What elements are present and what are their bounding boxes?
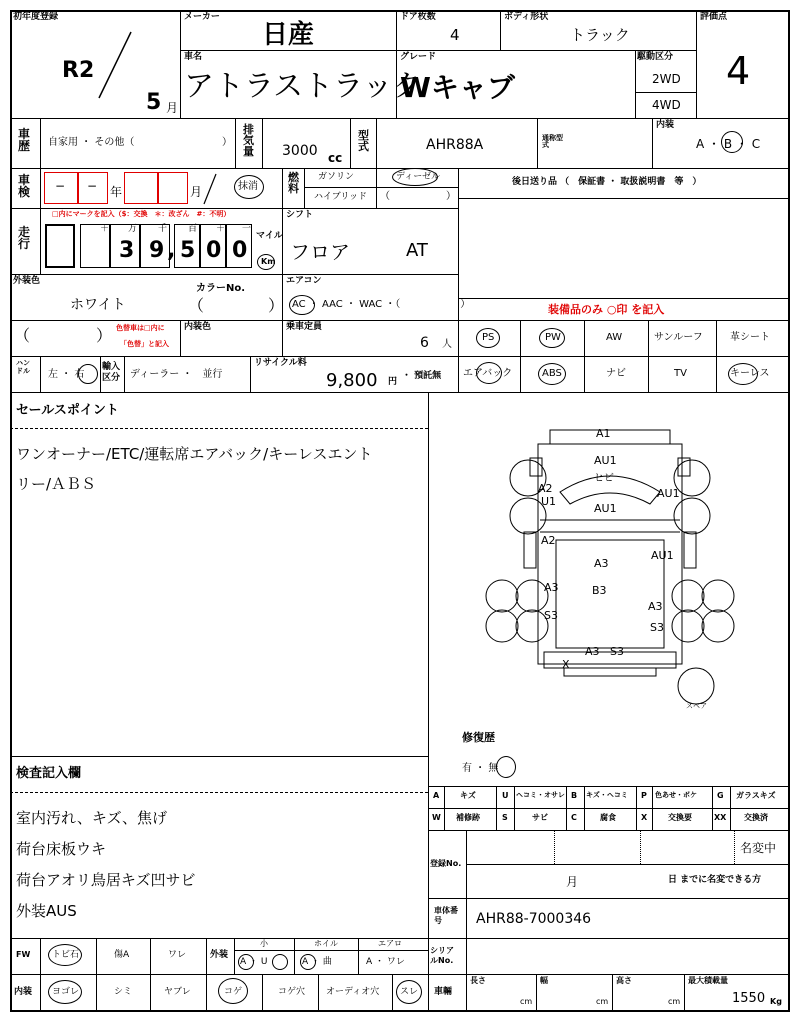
era-year: R2 — [62, 58, 95, 83]
odometer-lead-box — [45, 224, 75, 268]
chassis-label: 車体番号 — [434, 906, 458, 925]
dmg-a3-c: A3 — [648, 600, 663, 613]
equip-aw: AW — [606, 332, 623, 343]
shift-label: シフト — [286, 210, 314, 220]
insp-month-box — [124, 172, 158, 204]
body-label: ボディ形状 — [504, 12, 549, 22]
equip-keyless: キーレス — [730, 368, 770, 379]
int-item-2: シミ — [114, 987, 133, 997]
check-line-4: 外装AUS — [16, 902, 77, 920]
month-unit: 月 — [166, 101, 179, 115]
length-label: 長さ — [470, 976, 486, 985]
legend-b-desc: キズ・ヘコミ — [586, 791, 628, 799]
car-name-label: 車名 — [184, 52, 203, 62]
ac-label: エアコン — [286, 276, 322, 286]
month-value: 5 — [146, 90, 162, 115]
sales-line-2: リー/ＡＢＳ — [16, 475, 97, 493]
width-label: 幅 — [540, 976, 548, 985]
doors: 4 — [450, 26, 460, 44]
recycle-unit: 円 — [388, 377, 398, 387]
dmg-a2-u1: A2 — [538, 482, 553, 495]
tobiishi-circle — [48, 944, 82, 966]
name-change: 名変中 — [740, 841, 777, 855]
paint-note-2: 「色替」と記入 — [120, 340, 169, 348]
dmg-au1-d: AU1 — [651, 549, 674, 562]
shift: フロア — [290, 240, 350, 264]
recycle: 9,800 — [326, 370, 378, 391]
check-title: 検査記入欄 — [16, 766, 82, 781]
length-cm: cm — [520, 997, 533, 1006]
equip-sunroof: サンルーフ — [654, 332, 703, 343]
interior-label: 内装 — [656, 120, 675, 130]
displacement-label: 排気量 — [243, 123, 254, 158]
odo-9: 9 — [149, 238, 165, 263]
unit-mark-hyaku: 百 — [188, 224, 198, 234]
serial-label: シリアルNo. — [430, 946, 454, 965]
inspection-label: 車検 — [18, 173, 31, 199]
int-item-3: ヤブレ — [164, 987, 191, 997]
unit-mark-sen: 千 — [158, 224, 168, 234]
handle-label: ハンドル — [16, 359, 30, 375]
dims-label: 車輛 — [434, 987, 453, 997]
aero-vals: A ・ ワレ — [366, 957, 405, 967]
odo-3: 3 — [119, 238, 135, 263]
max-load-kg: Kg — [770, 997, 782, 1006]
dmg-s3-b: S3 — [650, 621, 664, 634]
int-color-label: 内装色 — [184, 322, 212, 332]
odo-0b: 0 — [232, 238, 248, 263]
car-name: アトラストラック — [184, 69, 423, 104]
import-label: 輸入区分 — [102, 362, 121, 383]
equip-header: 装備品のみ ○印 を記入 — [548, 303, 665, 316]
height-label: 高さ — [616, 976, 632, 985]
spare-label: スペア — [686, 702, 707, 710]
doors-label: ドア枚数 — [400, 12, 436, 22]
common-model-label: 通称型式 — [542, 134, 563, 149]
yogore-circle — [48, 980, 82, 1004]
fw-item-2: 傷A — [114, 950, 130, 960]
legend-w-desc: 補修跡 — [456, 813, 480, 822]
fuel-paren-close: ） — [446, 191, 456, 202]
int-item-6: オーディオ穴 — [326, 987, 380, 997]
equip-pw: PW — [545, 332, 561, 343]
displacement: 3000 — [282, 143, 318, 159]
legend-c: C — [571, 813, 577, 822]
dmg-b3: B3 — [592, 584, 607, 597]
int-item-4: コゲ — [224, 987, 243, 997]
legend-c-desc: 腐食 — [600, 813, 616, 822]
diesel-circle — [392, 168, 441, 186]
keyless-circle — [728, 363, 758, 385]
repair-label: 修復歴 — [462, 731, 495, 744]
color-no-paren: （ ） — [188, 296, 285, 315]
insp-month-unit: 月 — [190, 185, 203, 199]
slash-mark — [95, 30, 135, 100]
odo-0a: 0 — [206, 238, 222, 263]
equip-ps: PS — [482, 332, 495, 343]
body: トラック — [570, 26, 630, 44]
legend-b: B — [571, 791, 578, 800]
dmg-au1-a: AU1 — [594, 454, 617, 467]
dmg-a2: A2 — [541, 534, 556, 547]
paint-paren-open: （ — [14, 326, 31, 345]
handle-value: 左 ・ 右 — [48, 369, 85, 380]
docs-text: 後日送り品 （ 保証書 ・ 取扱説明書 等 ） — [512, 177, 702, 187]
legend-u: U — [502, 791, 509, 800]
ext-color: ホワイト — [70, 297, 126, 313]
legend-p: P — [641, 791, 647, 800]
transmission: AT — [406, 240, 428, 261]
capacity: 6 — [420, 335, 429, 351]
equip-airbag: エアバック — [463, 368, 513, 379]
dmg-a3-d: A3 — [585, 645, 600, 658]
fw-item-1: トビ石 — [52, 950, 80, 960]
dmg-s3-a: S3 — [544, 609, 558, 622]
fuel-paren: （ — [380, 191, 390, 202]
interior-grades: A ・ B ・ C — [696, 137, 761, 151]
small-vals: A ・ U — [240, 957, 268, 967]
dmg-u1: U1 — [541, 495, 557, 508]
int-item-1: ヨゴレ — [52, 987, 80, 997]
expired-circle — [234, 175, 264, 199]
int-label: 内装 — [14, 987, 33, 997]
int-item-5: コゲ穴 — [278, 987, 306, 997]
max-load-label: 最大積載量 — [688, 976, 728, 985]
drive-2wd: 2WD — [652, 72, 681, 86]
paint-note: 色替車は□内に — [116, 324, 165, 332]
equip-abs: ABS — [542, 368, 562, 379]
sure-circle — [396, 980, 422, 1004]
legend-g: G — [717, 791, 724, 800]
grade: Wキャブ — [400, 71, 515, 104]
odo-5: 5 — [180, 238, 196, 263]
check-line-1: 室内汚れ、キズ、焦げ — [16, 809, 168, 827]
insp-expired: 抹消 — [238, 181, 258, 192]
recycle-deposit: ・ 預託無 — [402, 371, 442, 381]
import-value: ディーラー ・ 並行 — [130, 369, 223, 380]
width-cm: cm — [596, 997, 609, 1006]
dmg-hibi: ヒビ — [594, 473, 614, 484]
score-label: 評価点 — [700, 12, 728, 22]
legend-u-desc: ヘコミ・オサレ — [516, 791, 565, 799]
history: 自家用 ・ その他（ — [48, 137, 135, 148]
dmg-au1-b: AU1 — [657, 487, 680, 500]
equip-leather: 革シート — [730, 332, 770, 343]
pw-circle — [539, 328, 565, 348]
legend-g-desc: ガラスキズ — [736, 791, 776, 800]
first-reg-label: 初年度登録 — [13, 12, 59, 22]
capacity-label: 乗車定員 — [286, 322, 323, 332]
capacity-unit: 人 — [442, 339, 452, 350]
sales-title: セールスポイント — [16, 403, 119, 418]
reg-day-text: 日 までに名変できる方 — [668, 875, 762, 885]
legend-a: A — [433, 791, 440, 800]
score: 4 — [726, 49, 751, 93]
maker-label: メーカー — [184, 12, 220, 22]
insp-year-unit: 年 — [110, 185, 123, 199]
int-item-7: スレ — [400, 987, 419, 997]
chassis: AHR88-7000346 — [476, 911, 592, 927]
equip-tv: TV — [674, 368, 687, 379]
dmg-x: X — [562, 658, 570, 671]
mile-label: マイル — [256, 231, 283, 241]
legend-x: X — [641, 813, 648, 822]
fuel-hybrid: ハイブリッド — [314, 192, 368, 202]
airbag-circle — [476, 362, 502, 384]
dmg-au1-c: AU1 — [594, 502, 617, 515]
legend-x-desc: 交換要 — [668, 813, 692, 822]
aero-label: エアロ — [378, 939, 402, 948]
ps-circle — [476, 328, 500, 348]
small-label: 小 — [260, 939, 268, 948]
unit-mark-juu: ＋ — [216, 224, 226, 234]
ac-circle — [289, 295, 315, 315]
dmg-a3-b: A3 — [544, 581, 559, 594]
dmg-a1: A1 — [596, 427, 611, 440]
km-label: Km — [261, 257, 276, 266]
mileage-label: 走行 — [18, 225, 31, 251]
max-load: 1550 — [732, 991, 766, 1006]
check-line-2: 荷台床板ウキ — [16, 840, 107, 858]
paint-paren-close: ） — [96, 326, 113, 345]
repair-value: 有 ・ 無 — [462, 763, 499, 774]
grade-label: グレード — [400, 52, 437, 62]
insp-month-box-2 — [158, 172, 188, 204]
legend-xx: XX — [714, 813, 727, 822]
history-label: 車歴 — [18, 127, 31, 153]
fw-item-3: ワレ — [168, 950, 187, 960]
legend-xx-desc: 交換済 — [744, 813, 768, 822]
reg-month: 月 — [566, 875, 579, 889]
unit-mark-man: 万 — [128, 224, 138, 234]
mileage-note: □内にマークを記入（$：交換 ＊：改ざん #：不明） — [52, 210, 231, 218]
check-line-3: 荷台アオリ鳥居キズ凹サビ — [16, 871, 196, 889]
legend-s: S — [502, 813, 508, 822]
sales-line-1: ワンオーナー/ETC/運転席エアバック/キーレスエント — [16, 445, 373, 463]
displacement-unit: cc — [328, 151, 343, 165]
abs-circle — [538, 363, 566, 385]
dmg-s3-c: S3 — [610, 645, 624, 658]
height-cm: cm — [668, 997, 681, 1006]
dmg-a3-a: A3 — [594, 557, 609, 570]
drive-label: 駆動区分 — [637, 52, 674, 62]
interior-b-circle — [721, 131, 743, 153]
fuel-label-text: 燃料 — [288, 171, 299, 195]
fuel-gasoline: ガソリン — [318, 172, 355, 182]
unit-mark-ten: ＋ — [100, 224, 110, 234]
maker: 日産 — [262, 20, 315, 50]
drive-4wd: 4WD — [652, 98, 681, 112]
color-no-label: カラーNo. — [196, 283, 246, 294]
fw-label: FW — [16, 950, 31, 959]
km-circle — [257, 254, 275, 270]
recycle-label: リサイクル料 — [254, 358, 307, 368]
right-circle — [78, 364, 98, 384]
legend-p-desc: 色あせ・ボケ — [655, 791, 697, 799]
no-repair-circle — [496, 756, 516, 778]
wheel-label: ホイル — [314, 939, 338, 948]
legend-w: W — [432, 813, 441, 822]
legend-a-desc: キズ — [460, 791, 476, 800]
legend-s-desc: サビ — [532, 813, 548, 822]
equip-navi: ナビ — [606, 368, 626, 379]
ac: AC ・ AAC ・ WAC ・（ ） — [292, 299, 471, 310]
history-close: ） — [222, 137, 232, 148]
reg-no-label: 登録No. — [430, 859, 462, 868]
fuel-diesel: ディーゼル — [396, 172, 441, 182]
koge-circle — [218, 978, 248, 1004]
model: AHR88A — [426, 137, 484, 153]
wheel-vals: A ・ 曲 — [302, 957, 332, 967]
ext-label: 外装 — [210, 950, 229, 960]
odo-comma: , — [167, 238, 176, 263]
model-label: 型式 — [358, 129, 369, 153]
ext-color-label: 外装色 — [13, 276, 41, 286]
unit-mark-ichi: 一 — [242, 224, 252, 234]
